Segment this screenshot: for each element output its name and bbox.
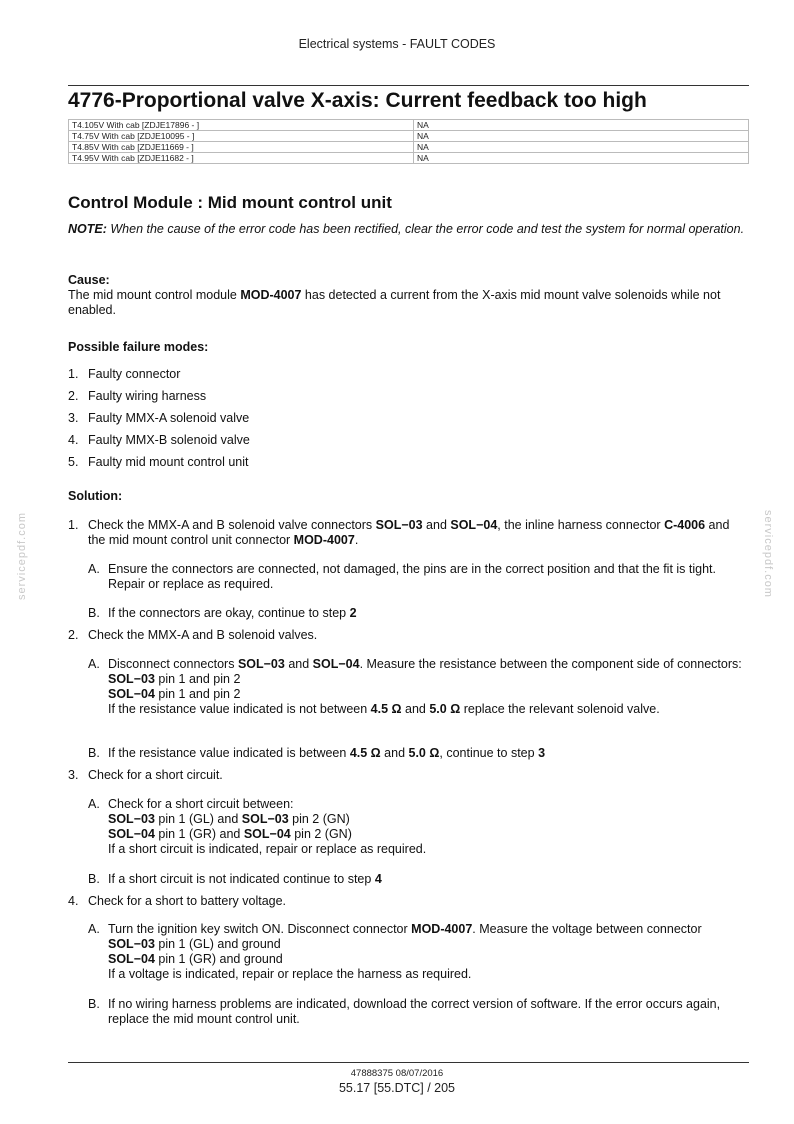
- list-number: 1.: [68, 367, 79, 381]
- list-number: 5.: [68, 455, 79, 469]
- text-part: If a short circuit is not indicated continue to step: [108, 872, 375, 886]
- list-text: Faulty connector: [88, 367, 181, 381]
- text-part: , the inline harness connector: [497, 518, 665, 532]
- text-part: If the resistance value indicated is not between: [108, 702, 371, 716]
- step-ref: 3: [538, 746, 546, 760]
- substep-line: If a voltage is indicated, repair or replace the harness as required.: [108, 967, 472, 981]
- solution-step-3: [68, 768, 749, 783]
- value-cell: NA: [414, 120, 749, 131]
- connector-code: SOL−04: [450, 518, 498, 532]
- list-item: [68, 411, 250, 433]
- watermark-left: servicepdf.com: [16, 512, 28, 600]
- cause-text-part: The mid mount control module: [68, 288, 241, 302]
- connector-code: SOL−04: [108, 827, 155, 841]
- text-part: Check the MMX-A and B solenoid valve connectors: [88, 518, 376, 532]
- step-text: Check for a short to battery voltage.: [88, 894, 287, 908]
- text-part: pin 2 (GN): [290, 827, 352, 841]
- connector-code: C-4006: [664, 518, 706, 532]
- connector-code: SOL−03: [375, 518, 423, 532]
- step-number: 3.: [68, 768, 79, 782]
- resistance-value: 5.0 Ω: [429, 702, 461, 716]
- cause-text-part: has detected a current from the X-axis mid mount valve solenoids while not enabled.: [68, 288, 721, 317]
- list-text: Faulty wiring harness: [88, 389, 207, 403]
- note: [68, 222, 749, 237]
- solution-step-4: [68, 894, 749, 909]
- list-item: [68, 389, 250, 411]
- cause-heading: Cause:: [68, 273, 110, 287]
- step-text: [88, 518, 749, 548]
- text-part: replace the relevant solenoid valve.: [460, 702, 660, 716]
- list-text: Faulty MMX-B solenoid valve: [88, 433, 250, 447]
- substep-text: [108, 797, 749, 857]
- substep-line: If a short circuit is indicated, repair or replace as required.: [108, 842, 427, 856]
- text-part: pin 1 and pin 2: [154, 687, 241, 701]
- note-text: When the cause of the error code has been rectified, clear the error code and test the system for normal operation.: [106, 222, 745, 236]
- connector-code: SOL−04: [108, 952, 155, 966]
- failure-modes-list: [68, 367, 250, 477]
- bottom-rule: [68, 1062, 749, 1063]
- substep-line: [108, 672, 749, 687]
- substep-letter: B.: [88, 606, 100, 620]
- step-ref: 2: [349, 606, 357, 620]
- solution-step-4a: [88, 922, 749, 982]
- resistance-value: 4.5 Ω: [370, 702, 402, 716]
- connector-code: SOL−03: [108, 672, 155, 686]
- text-part: , continue to step: [439, 746, 539, 760]
- step-number: 1.: [68, 518, 79, 532]
- model-cell: T4.105V With cab [ZDJE17896 - ]: [69, 120, 414, 131]
- text-part: If the resistance value indicated is between: [108, 746, 350, 760]
- text-part: pin 1 (GL) and ground: [154, 937, 281, 951]
- section-title: Control Module : Mid mount control unit: [68, 193, 392, 212]
- substep-text: [108, 746, 749, 761]
- substep-letter: B.: [88, 746, 100, 760]
- top-rule: [68, 85, 749, 86]
- connector-code: SOL−03: [237, 657, 285, 671]
- substep-line: [108, 702, 749, 717]
- substep-line: [108, 952, 749, 967]
- solution-step-1b: [88, 606, 749, 621]
- solution-step-2: [68, 628, 749, 643]
- connector-code: SOL−03: [108, 937, 155, 951]
- model-cell: T4.95V With cab [ZDJE11682 - ]: [69, 153, 414, 164]
- substep-line: [108, 812, 749, 827]
- substep-text: If no wiring harness problems are indicated, download the correct version of software. If the error occurs again, replace the mid mount control unit.: [108, 997, 721, 1026]
- step-ref: 4: [374, 872, 382, 886]
- substep-letter: A.: [88, 562, 100, 576]
- step-text: Check the MMX-A and B solenoid valves.: [88, 628, 318, 642]
- list-number: 3.: [68, 411, 79, 425]
- table-row: [69, 131, 749, 142]
- watermark-right: servicepdf.com: [762, 510, 774, 598]
- failure-modes-heading: Possible failure modes:: [68, 340, 209, 354]
- substep-line: [108, 657, 749, 672]
- solution-step-2b: [88, 746, 749, 761]
- text-part: If the connectors are okay, continue to step: [108, 606, 350, 620]
- step-text: Check for a short circuit.: [88, 768, 223, 782]
- solution-step-4b: [88, 997, 749, 1027]
- solution-step-1a: [88, 562, 749, 592]
- text-part: and: [284, 657, 313, 671]
- model-cell: T4.75V With cab [ZDJE10095 - ]: [69, 131, 414, 142]
- connector-code: SOL−04: [243, 827, 291, 841]
- substep-letter: A.: [88, 657, 100, 671]
- substep-letter: B.: [88, 997, 100, 1011]
- table-row: [69, 120, 749, 131]
- text-part: Turn the ignition key switch ON. Disconnect connector: [108, 922, 412, 936]
- text-part: pin 1 (GL) and: [154, 812, 242, 826]
- value-cell: NA: [414, 142, 749, 153]
- value-cell: NA: [414, 131, 749, 142]
- substep-text: Ensure the connectors are connected, not damaged, the pins are in the correct position and that the fit is tight. Repair or replace as required.: [108, 562, 717, 591]
- step-number: 2.: [68, 628, 79, 642]
- substep-line: [108, 687, 749, 702]
- module-code: MOD-4007: [411, 922, 473, 936]
- text-part: . Measure the voltage between connector: [472, 922, 702, 936]
- solution-heading: Solution:: [68, 489, 123, 503]
- list-text: Faulty mid mount control unit: [88, 455, 249, 469]
- substep-text: [108, 872, 749, 887]
- connector-code: SOL−03: [108, 812, 155, 826]
- text-part: and: [380, 746, 409, 760]
- text-part: pin 1 and pin 2: [154, 672, 241, 686]
- text-part: and the mid mount control unit connector: [88, 518, 730, 547]
- table-row: [69, 153, 749, 164]
- resistance-value: 4.5 Ω: [349, 746, 381, 760]
- substep-text: [108, 922, 749, 982]
- running-header: Electrical systems - FAULT CODES: [298, 37, 496, 51]
- substep-letter: B.: [88, 872, 100, 886]
- solution-step-3a: [88, 797, 749, 857]
- value-cell: NA: [414, 153, 749, 164]
- connector-code: SOL−04: [108, 687, 155, 701]
- text-part: .: [354, 533, 359, 547]
- substep-letter: A.: [88, 797, 100, 811]
- list-item: [68, 367, 250, 389]
- substep-text: [108, 606, 749, 621]
- fault-code-title: 4776-Proportional valve X-axis: Current feedback too high: [68, 89, 647, 112]
- model-cell: T4.85V With cab [ZDJE11669 - ]: [69, 142, 414, 153]
- resistance-value: 5.0 Ω: [408, 746, 440, 760]
- solution-step-1: [68, 518, 749, 548]
- footer-page-number: 55.17 [55.DTC] / 205: [338, 1081, 456, 1095]
- text-part: pin 1 (GR) and ground: [154, 952, 283, 966]
- text-part: Disconnect connectors: [108, 657, 238, 671]
- connector-code: SOL−04: [312, 657, 360, 671]
- note-label: NOTE:: [68, 222, 107, 236]
- solution-step-2a: [88, 657, 749, 717]
- solution-step-3b: [88, 872, 749, 887]
- list-item: [68, 433, 250, 455]
- connector-code: SOL−03: [241, 812, 289, 826]
- text-part: . Measure the resistance between the component side of connectors:: [359, 657, 742, 671]
- substep-letter: A.: [88, 922, 100, 936]
- text-part: pin 1 (GR) and: [154, 827, 244, 841]
- list-item: [68, 455, 250, 477]
- text-part: pin 2 (GN): [288, 812, 350, 826]
- text-part: and: [422, 518, 451, 532]
- list-number: 4.: [68, 433, 79, 447]
- cause-text: [68, 288, 749, 318]
- substep-line: [108, 922, 749, 937]
- substep-line: [108, 937, 749, 952]
- table-row: [69, 142, 749, 153]
- list-number: 2.: [68, 389, 79, 403]
- list-text: Faulty MMX-A solenoid valve: [88, 411, 250, 425]
- step-number: 4.: [68, 894, 79, 908]
- module-code: MOD-4007: [240, 288, 302, 302]
- footer-doc-code: 47888375 08/07/2016: [350, 1068, 444, 1079]
- connector-code: MOD-4007: [293, 533, 355, 547]
- text-part: and: [401, 702, 430, 716]
- substep-line: Check for a short circuit between:: [108, 797, 294, 811]
- substep-text: [108, 657, 749, 717]
- substep-line: [108, 827, 749, 842]
- model-applicability-table: [68, 119, 749, 164]
